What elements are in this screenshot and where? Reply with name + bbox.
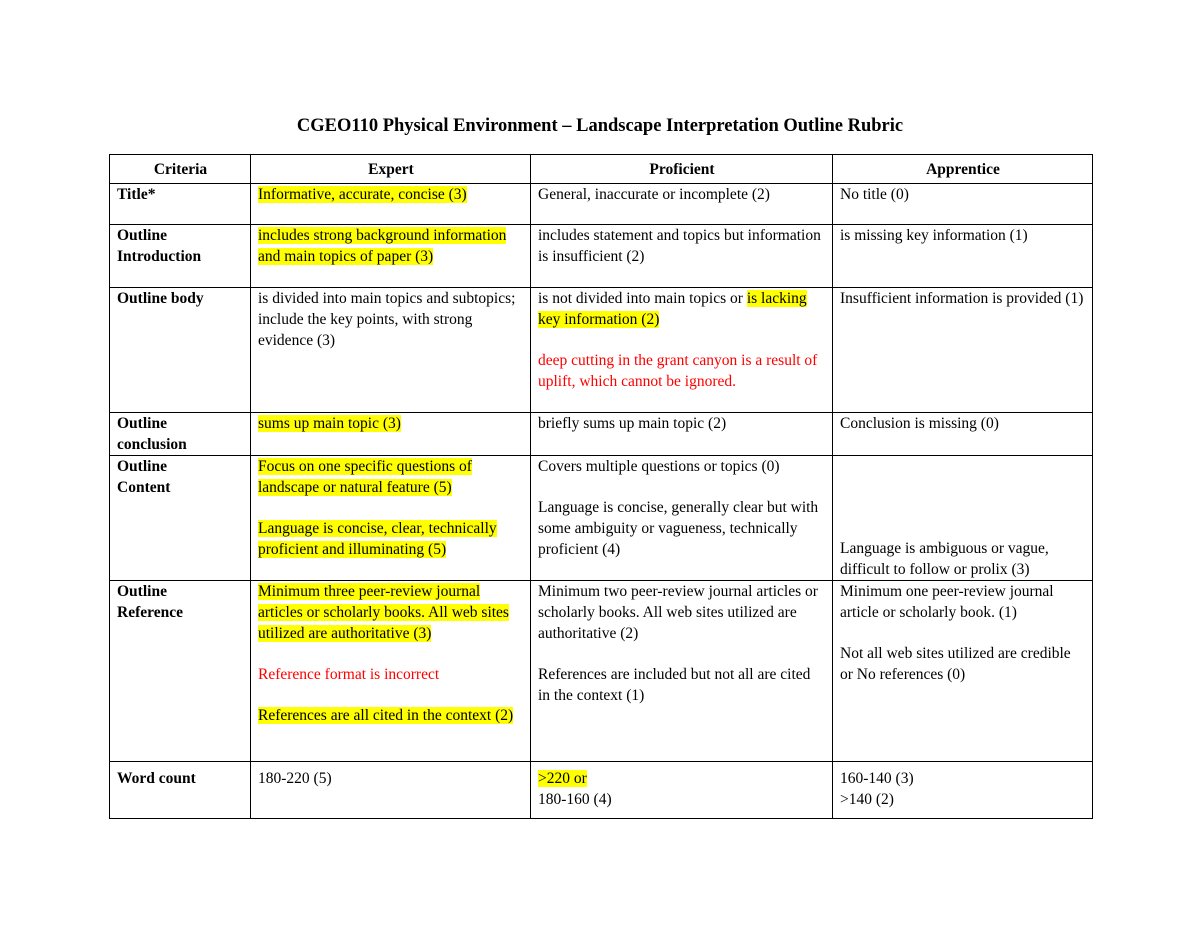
reviewer-comment: Reference format is incorrect [258,666,440,683]
paragraph-gap [538,477,826,497]
cell-introduction-proficient: includes statement and topics but information is insufficient (2) [531,225,833,288]
highlighted-text: includes strong background information and main topics of paper (3) [258,227,507,265]
cell-title-apprentice: No title (0) [833,184,1093,225]
row-body [110,288,1093,413]
content-proficient-text: Covers multiple questions or topics (0) [538,458,780,475]
row-reference [110,581,1093,762]
cell-title-expert [251,184,531,225]
criteria-introduction [110,225,251,288]
word-count-text: >140 (2) [840,791,894,808]
row-introduction [110,225,1093,288]
criteria-line: Outline [117,415,167,432]
reference-proficient-text: References are included but not all are cited in the context (1) [538,666,811,704]
highlighted-text: sums up main topic (3) [258,415,401,432]
cell-introduction-expert [251,225,531,288]
cell-pad [117,762,244,768]
row-title [110,184,1093,225]
word-count-text: 180-220 (5) [258,770,332,787]
paragraph-gap [840,623,1086,643]
cell-body-expert: is divided into main topics and subtopics; include the key points, with strong evidence (3) [251,288,531,413]
word-count-text: 160-140 (3) [840,770,914,787]
criteria-content [110,456,251,581]
word-count-text: 180-160 (4) [538,791,612,808]
header-expert: Expert [251,155,531,184]
body-proficient-text: is not divided into main topics or [538,290,747,307]
cell-pad [538,762,826,768]
criteria-line: Outline [117,583,167,600]
cell-title-proficient: General, inaccurate or incomplete (2) [531,184,833,225]
cell-body-proficient [531,288,833,413]
criteria-line: Word count [117,770,196,787]
criteria-title: Title* [110,184,251,225]
reference-apprentice-text: Minimum one peer-review journal article or scholarly book. (1) [840,583,1054,621]
cell-content-apprentice: Language is ambiguous or vague, difficult to follow or prolix (3) [833,456,1093,581]
criteria-line: Outline [117,227,167,244]
reviewer-comment: deep cutting in the grant canyon is a result of uplift, which cannot be ignored. [538,352,818,390]
cell-word-count-proficient [531,762,833,819]
reference-proficient-text: Minimum two peer-review journal articles or scholarly books. All web sites utilized are authoritative (2) [538,583,818,642]
paragraph-gap [258,685,524,705]
highlighted-text: is lacking key information (2) [538,290,807,328]
document-title: CGEO110 Physical Environment – Landscape Interpretation Outline Rubric [296,116,904,136]
cell-conclusion-proficient: briefly sums up main topic (2) [531,413,833,456]
criteria-reference [110,581,251,762]
paragraph-gap [538,330,826,350]
header-criteria: Criteria [110,155,251,184]
header-proficient: Proficient [531,155,833,184]
cell-conclusion-apprentice: Conclusion is missing (0) [833,413,1093,456]
row-content [110,456,1093,581]
paragraph-gap [538,644,826,664]
cell-conclusion-expert [251,413,531,456]
header-row [110,155,1093,184]
paragraph-gap [258,644,524,664]
paragraph-gap [258,498,524,518]
highlighted-text: >220 or [538,770,587,787]
highlighted-text: References are all cited in the context (2) [258,707,514,724]
criteria-word-count [110,762,251,819]
criteria-line: conclusion [117,436,187,453]
cell-reference-expert [251,581,531,762]
cell-reference-proficient [531,581,833,762]
highlighted-text: Minimum three peer-review journal articles or scholarly books. All web sites utilized are authoritative (3) [258,583,509,642]
cell-pad [258,762,524,768]
criteria-body: Outline body [110,288,251,413]
highlighted-text: Focus on one specific questions of landscape or natural feature (5) [258,458,472,496]
cell-content-proficient [531,456,833,581]
row-conclusion [110,413,1093,456]
header-apprentice: Apprentice [833,155,1093,184]
cell-body-apprentice: Insufficient information is provided (1) [833,288,1093,413]
criteria-line: Content [117,479,171,496]
rubric-table [109,154,1093,819]
reference-apprentice-text: Not all web sites utilized are credible or No references (0) [840,645,1071,683]
highlighted-text: Informative, accurate, concise (3) [258,186,467,203]
criteria-line: Reference [117,604,183,621]
cell-content-expert [251,456,531,581]
cell-word-count-expert [251,762,531,819]
criteria-line: Introduction [117,248,202,265]
highlighted-text: Language is concise, clear, technically proficient and illuminating (5) [258,520,497,558]
cell-word-count-apprentice [833,762,1093,819]
criteria-line: Outline [117,458,167,475]
criteria-conclusion [110,413,251,456]
cell-introduction-apprentice: is missing key information (1) [833,225,1093,288]
content-proficient-text: Language is concise, generally clear but with some ambiguity or vagueness, technically proficient (4) [538,499,819,558]
cell-reference-apprentice [833,581,1093,762]
row-word-count [110,762,1093,819]
